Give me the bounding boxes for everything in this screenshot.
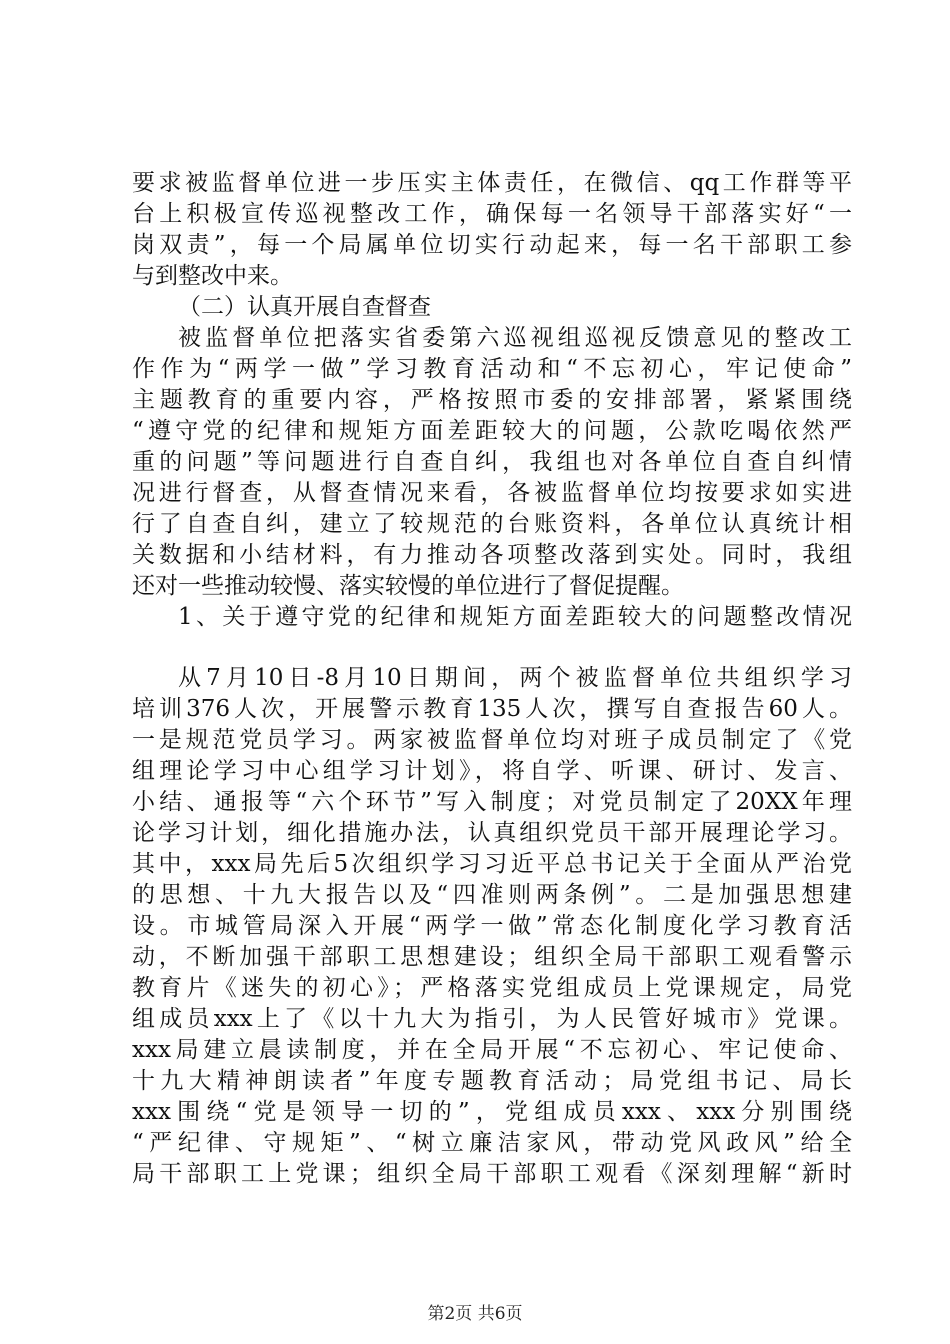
text-line: 重的问题”等问题进行自查自纠，我组也对各单位自查自纠情 bbox=[132, 449, 852, 475]
text-line: 组理论学习中心组学习计划》，将自学、听课、研讨、发言、 bbox=[132, 758, 852, 784]
text-line: 设。市城管局深入开展“两学一做”常态化制度化学习教育活 bbox=[132, 913, 852, 939]
text-line: 主题教育的重要内容，严格按照市委的安排部署，紧紧围绕 bbox=[132, 387, 852, 413]
text-line: 况进行督查，从督查情况来看，各被监督单位均按要求如实进 bbox=[132, 480, 852, 506]
text-line: 与到整改中来。 bbox=[132, 263, 293, 289]
text-line: 局干部职工上党课；组织全局干部职工观看《深刻理解“新时 bbox=[132, 1161, 852, 1187]
text-line: 要求被监督单位进一步压实主体责任，在微信、qq工作群等平 bbox=[132, 170, 852, 196]
subsection-heading: 1、关于遵守党的纪律和规矩方面差距较大的问题整改情况 bbox=[178, 604, 852, 630]
text-line: 关数据和小结材料，有力推动各项整改落到实处。同时，我组 bbox=[132, 542, 852, 568]
text-line: 台上积极宣传巡视整改工作，确保每一名领导干部落实好“一 bbox=[132, 201, 852, 227]
text-line: 岗双责”，每一个局属单位切实行动起来，每一名干部职工参 bbox=[132, 232, 852, 258]
text-line: 动，不断加强干部职工思想建设；组织全局干部职工观看警示 bbox=[132, 944, 852, 970]
document-body bbox=[132, 168, 852, 1190]
text-line: “严纪律、守规矩”、“树立廉洁家风，带动党风政风”给全 bbox=[132, 1130, 852, 1156]
text-line: 的思想、十九大报告以及“四准则两条例”。二是加强思想建 bbox=[132, 882, 852, 908]
text-line: 其中，xxx局先后5次组织学习习近平总书记关于全面从严治党 bbox=[132, 851, 852, 877]
page-number-footer: 第2页 共6页 bbox=[427, 1304, 523, 1324]
text-line: 十九大精神朗读者”年度专题教育活动；局党组书记、局长 bbox=[132, 1068, 852, 1094]
text-line: “遵守党的纪律和规矩方面差距较大的问题，公款吃喝依然严 bbox=[132, 418, 852, 444]
text-line: 教育片《迷失的初心》；严格落实党组成员上党课规定，局党 bbox=[132, 975, 852, 1001]
text-line: 还对一些推动较慢、落实较慢的单位进行了督促提醒。 bbox=[132, 573, 684, 599]
text-line: xxx围绕“党是领导一切的”，党组成员xxx、xxx分别围绕 bbox=[132, 1099, 852, 1125]
text-line: 从7月10日-8月10日期间，两个被监督单位共组织学习 bbox=[178, 665, 852, 691]
text-line: 组成员xxx上了《以十九大为指引，为人民管好城市》党课。 bbox=[132, 1006, 852, 1032]
section-heading: （二）认真开展自查督查 bbox=[178, 294, 431, 320]
text-line: 作作为“两学一做”学习教育活动和“不忘初心，牢记使命” bbox=[132, 356, 852, 382]
text-line: 小结、通报等“六个环节”写入制度；对党员制定了20XX年理 bbox=[132, 789, 852, 815]
paragraph-gap bbox=[132, 633, 852, 663]
text-line: xxx局建立晨读制度，并在全局开展“不忘初心、牢记使命、 bbox=[132, 1037, 852, 1063]
text-line: 培训376人次，开展警示教育135人次，撰写自查报告60人。 bbox=[132, 696, 852, 722]
text-line: 论学习计划，细化措施办法，认真组织党员干部开展理论学习。 bbox=[132, 820, 852, 846]
text-line: 一是规范党员学习。两家被监督单位均对班子成员制定了《党 bbox=[132, 727, 852, 753]
text-line: 行了自查自纠，建立了较规范的台账资料，各单位认真统计相 bbox=[132, 511, 852, 537]
text-line: 被监督单位把落实省委第六巡视组巡视反馈意见的整改工 bbox=[178, 325, 852, 351]
